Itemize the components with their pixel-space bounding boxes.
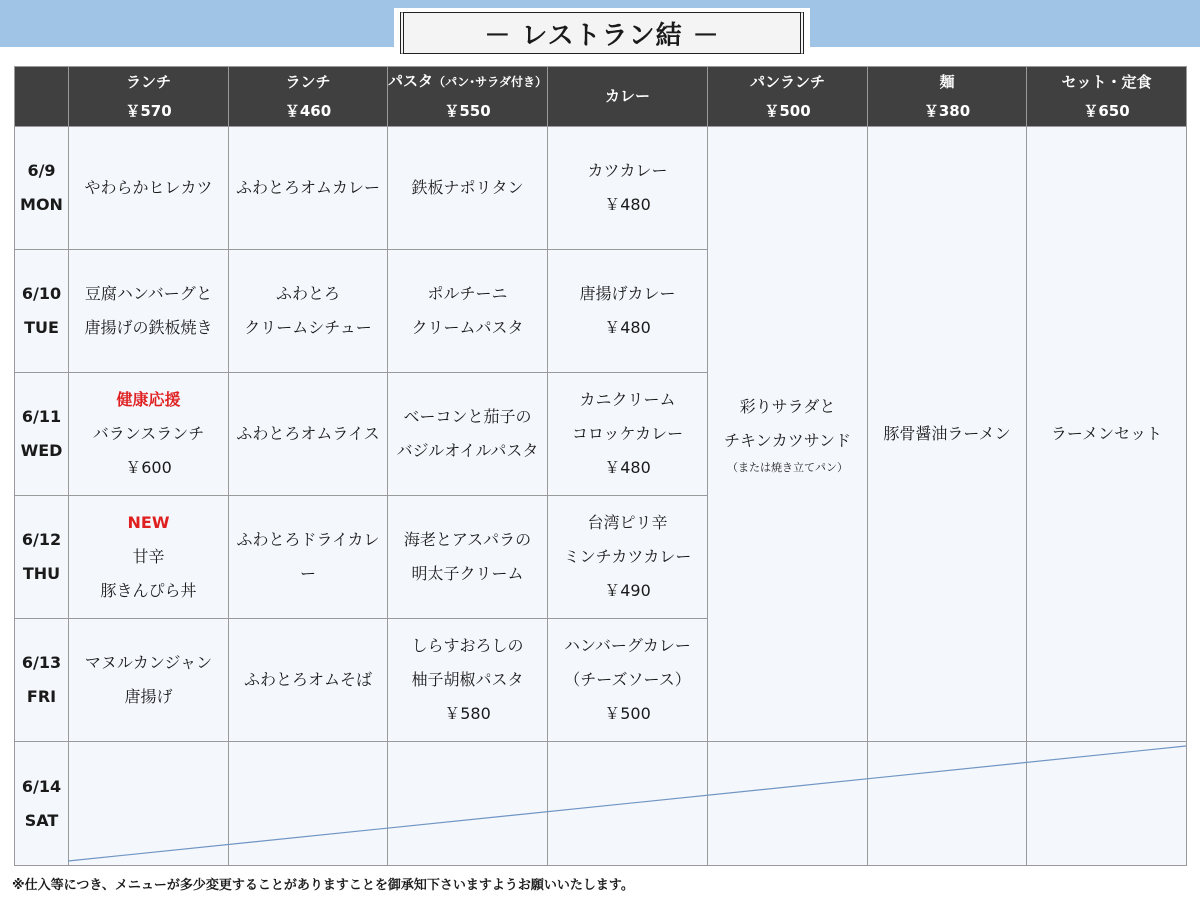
weekday-label: TUE bbox=[24, 318, 59, 337]
weekday-label: SAT bbox=[24, 810, 59, 830]
menu-item-line: 唐揚げの鉄板焼き bbox=[84, 318, 213, 337]
title-box bbox=[394, 8, 810, 58]
header-lunch2-name: ランチ bbox=[285, 72, 331, 91]
lunch1-cell bbox=[69, 619, 229, 742]
men-weekly-cell bbox=[868, 127, 1027, 742]
lunch2-cell bbox=[229, 250, 388, 373]
pasta-cell bbox=[388, 496, 548, 619]
day-cell bbox=[15, 373, 69, 496]
day-cell bbox=[15, 250, 69, 373]
pan-lunch-line: チキンカツサンド bbox=[723, 431, 852, 450]
health-tag: 健康応援 bbox=[116, 390, 181, 409]
menu-item-line: ふわとろ bbox=[275, 284, 340, 303]
curry-cell bbox=[548, 619, 708, 742]
header-curry-name: カレー bbox=[604, 87, 650, 105]
men-item: 豚骨醤油ラーメン bbox=[883, 424, 1011, 443]
menu-item-line: 甘辛 bbox=[132, 547, 165, 566]
curry-cell bbox=[548, 496, 708, 619]
date-label: 6/11 bbox=[21, 407, 62, 426]
menu-item-line: ふわとろオムライス bbox=[236, 424, 380, 443]
header-men bbox=[868, 67, 1027, 127]
menu-item-line: カツカレー bbox=[587, 161, 668, 180]
menu-table bbox=[14, 66, 1187, 866]
menu-item-line: バランスランチ bbox=[92, 424, 205, 443]
set-item: ラーメンセット bbox=[1050, 424, 1163, 443]
menu-item-line: カニクリーム bbox=[579, 390, 676, 409]
menu-item-line: 豚きんぴら丼 bbox=[100, 581, 197, 600]
menu-item-line: 柚子胡椒パスタ bbox=[411, 670, 524, 689]
menu-item-line: クリームパスタ bbox=[411, 318, 524, 337]
menu-item-line: 唐揚げカレー bbox=[579, 284, 676, 303]
menu-item-line: 海老とアスパラの bbox=[403, 530, 532, 549]
day-cell bbox=[15, 496, 69, 619]
pan-lunch-weekly-cell bbox=[708, 127, 868, 742]
menu-item-line: 鉄板ナポリタン bbox=[411, 178, 524, 197]
header-lunch1-price: ￥570 bbox=[125, 101, 172, 120]
menu-item-line: ベーコンと茄子の bbox=[403, 407, 532, 426]
header-lunch1-name: ランチ bbox=[125, 72, 171, 91]
header-set-name: セット・定食 bbox=[1061, 72, 1152, 91]
header-curry bbox=[548, 67, 708, 127]
header-men-price: ￥380 bbox=[923, 101, 971, 120]
curry-cell bbox=[548, 250, 708, 373]
empty-cell bbox=[868, 742, 1027, 866]
set-weekly-cell bbox=[1027, 127, 1187, 742]
menu-item-line: ふわとろオムそば bbox=[243, 670, 372, 689]
pan-lunch-note: （または焼き立てパン） bbox=[727, 461, 848, 474]
footnote: ※仕入等につき、メニューが多少変更することがありますことを御承知下さいますようお願いいたします。 bbox=[12, 878, 634, 893]
weekday-label: THU bbox=[22, 564, 61, 583]
date-label: 6/13 bbox=[21, 653, 62, 672]
menu-item-line: しらすおろしの bbox=[411, 636, 524, 655]
day-cell bbox=[15, 742, 69, 866]
curry-cell bbox=[548, 127, 708, 250]
lunch2-cell bbox=[229, 373, 388, 496]
pasta-cell bbox=[388, 619, 548, 742]
weekday-label: WED bbox=[20, 441, 63, 460]
menu-item-line: ふわとろオムカレー bbox=[235, 178, 380, 197]
header-pasta bbox=[388, 67, 548, 127]
day-cell bbox=[15, 619, 69, 742]
header-men-name: 麺 bbox=[939, 72, 955, 91]
header-pasta-sub: （パン･サラダ付き） bbox=[433, 75, 547, 89]
empty-cell bbox=[229, 742, 388, 866]
lunch1-cell bbox=[69, 496, 229, 619]
menu-item-line: ミンチカツカレー bbox=[563, 547, 692, 566]
header-pasta-name: パスタ bbox=[388, 72, 434, 90]
pasta-cell bbox=[388, 127, 548, 250]
header-day bbox=[15, 67, 69, 127]
menu-item-line: ハンバーグカレー bbox=[564, 636, 691, 655]
date-label: 6/10 bbox=[21, 284, 62, 303]
menu-item-line: 唐揚げ bbox=[124, 687, 173, 706]
menu-item-line: ふわとろドライカレー bbox=[236, 530, 380, 583]
header-lunch2 bbox=[229, 67, 388, 127]
menu-item-line: マヌルカンジャン bbox=[84, 653, 213, 672]
empty-cell bbox=[708, 742, 868, 866]
empty-cell bbox=[69, 742, 229, 866]
date-label: 6/14 bbox=[21, 776, 62, 796]
lunch2-cell bbox=[229, 619, 388, 742]
date-label: 6/12 bbox=[21, 530, 62, 549]
pan-lunch-line: 彩りサラダと bbox=[739, 397, 836, 416]
header-pan-lunch bbox=[708, 67, 868, 127]
curry-cell bbox=[548, 373, 708, 496]
weekday-label: FRI bbox=[26, 687, 57, 706]
day-cell bbox=[15, 127, 69, 250]
header-pasta-price: ￥550 bbox=[444, 102, 491, 120]
menu-item-price: ￥480 bbox=[604, 318, 651, 337]
menu-row-sat bbox=[15, 742, 1187, 866]
empty-cell bbox=[388, 742, 548, 866]
header-lunch2-price: ￥460 bbox=[284, 101, 332, 120]
lunch1-cell bbox=[69, 127, 229, 250]
lunch2-cell bbox=[229, 496, 388, 619]
new-badge: NEW bbox=[127, 513, 170, 532]
menu-item-line: コロッケカレー bbox=[571, 424, 684, 443]
menu-item-line: （チーズソース） bbox=[564, 670, 691, 689]
menu-item-line: 明太子クリーム bbox=[411, 564, 524, 583]
header-row bbox=[15, 67, 1187, 127]
header-pan-lunch-price: ￥500 bbox=[764, 101, 811, 120]
header-pan-lunch-name: パンランチ bbox=[749, 72, 825, 91]
lunch2-cell bbox=[229, 127, 388, 250]
menu-item-price: ￥480 bbox=[604, 458, 651, 477]
menu-item-line: やわらかヒレカツ bbox=[84, 178, 213, 197]
menu-item-price: ￥490 bbox=[604, 581, 651, 600]
menu-item-line: バジルオイルパスタ bbox=[396, 441, 539, 460]
empty-cell bbox=[1027, 742, 1187, 866]
menu-item-line: ポルチーニ bbox=[427, 284, 508, 303]
menu-item-price: ￥600 bbox=[125, 458, 172, 477]
menu-row-mon bbox=[15, 127, 1187, 250]
page-title: － レストラン結 － bbox=[400, 12, 804, 54]
pasta-cell bbox=[388, 373, 548, 496]
lunch1-cell bbox=[69, 373, 229, 496]
menu-item-line: 台湾ピリ辛 bbox=[587, 513, 668, 532]
menu-item-price: ￥480 bbox=[604, 195, 651, 214]
header-lunch1 bbox=[69, 67, 229, 127]
menu-item-price: ￥580 bbox=[444, 704, 491, 723]
header-set bbox=[1027, 67, 1187, 127]
menu-item-line: 豆腐ハンバーグと bbox=[84, 284, 213, 303]
menu-item-line: クリームシチュー bbox=[244, 318, 372, 337]
lunch1-cell bbox=[69, 250, 229, 373]
date-label: 6/9 bbox=[27, 161, 56, 180]
header-set-price: ￥650 bbox=[1083, 101, 1130, 120]
pasta-cell bbox=[388, 250, 548, 373]
menu-item-price: ￥500 bbox=[604, 704, 651, 723]
empty-cell bbox=[548, 742, 708, 866]
weekday-label: MON bbox=[20, 195, 63, 214]
